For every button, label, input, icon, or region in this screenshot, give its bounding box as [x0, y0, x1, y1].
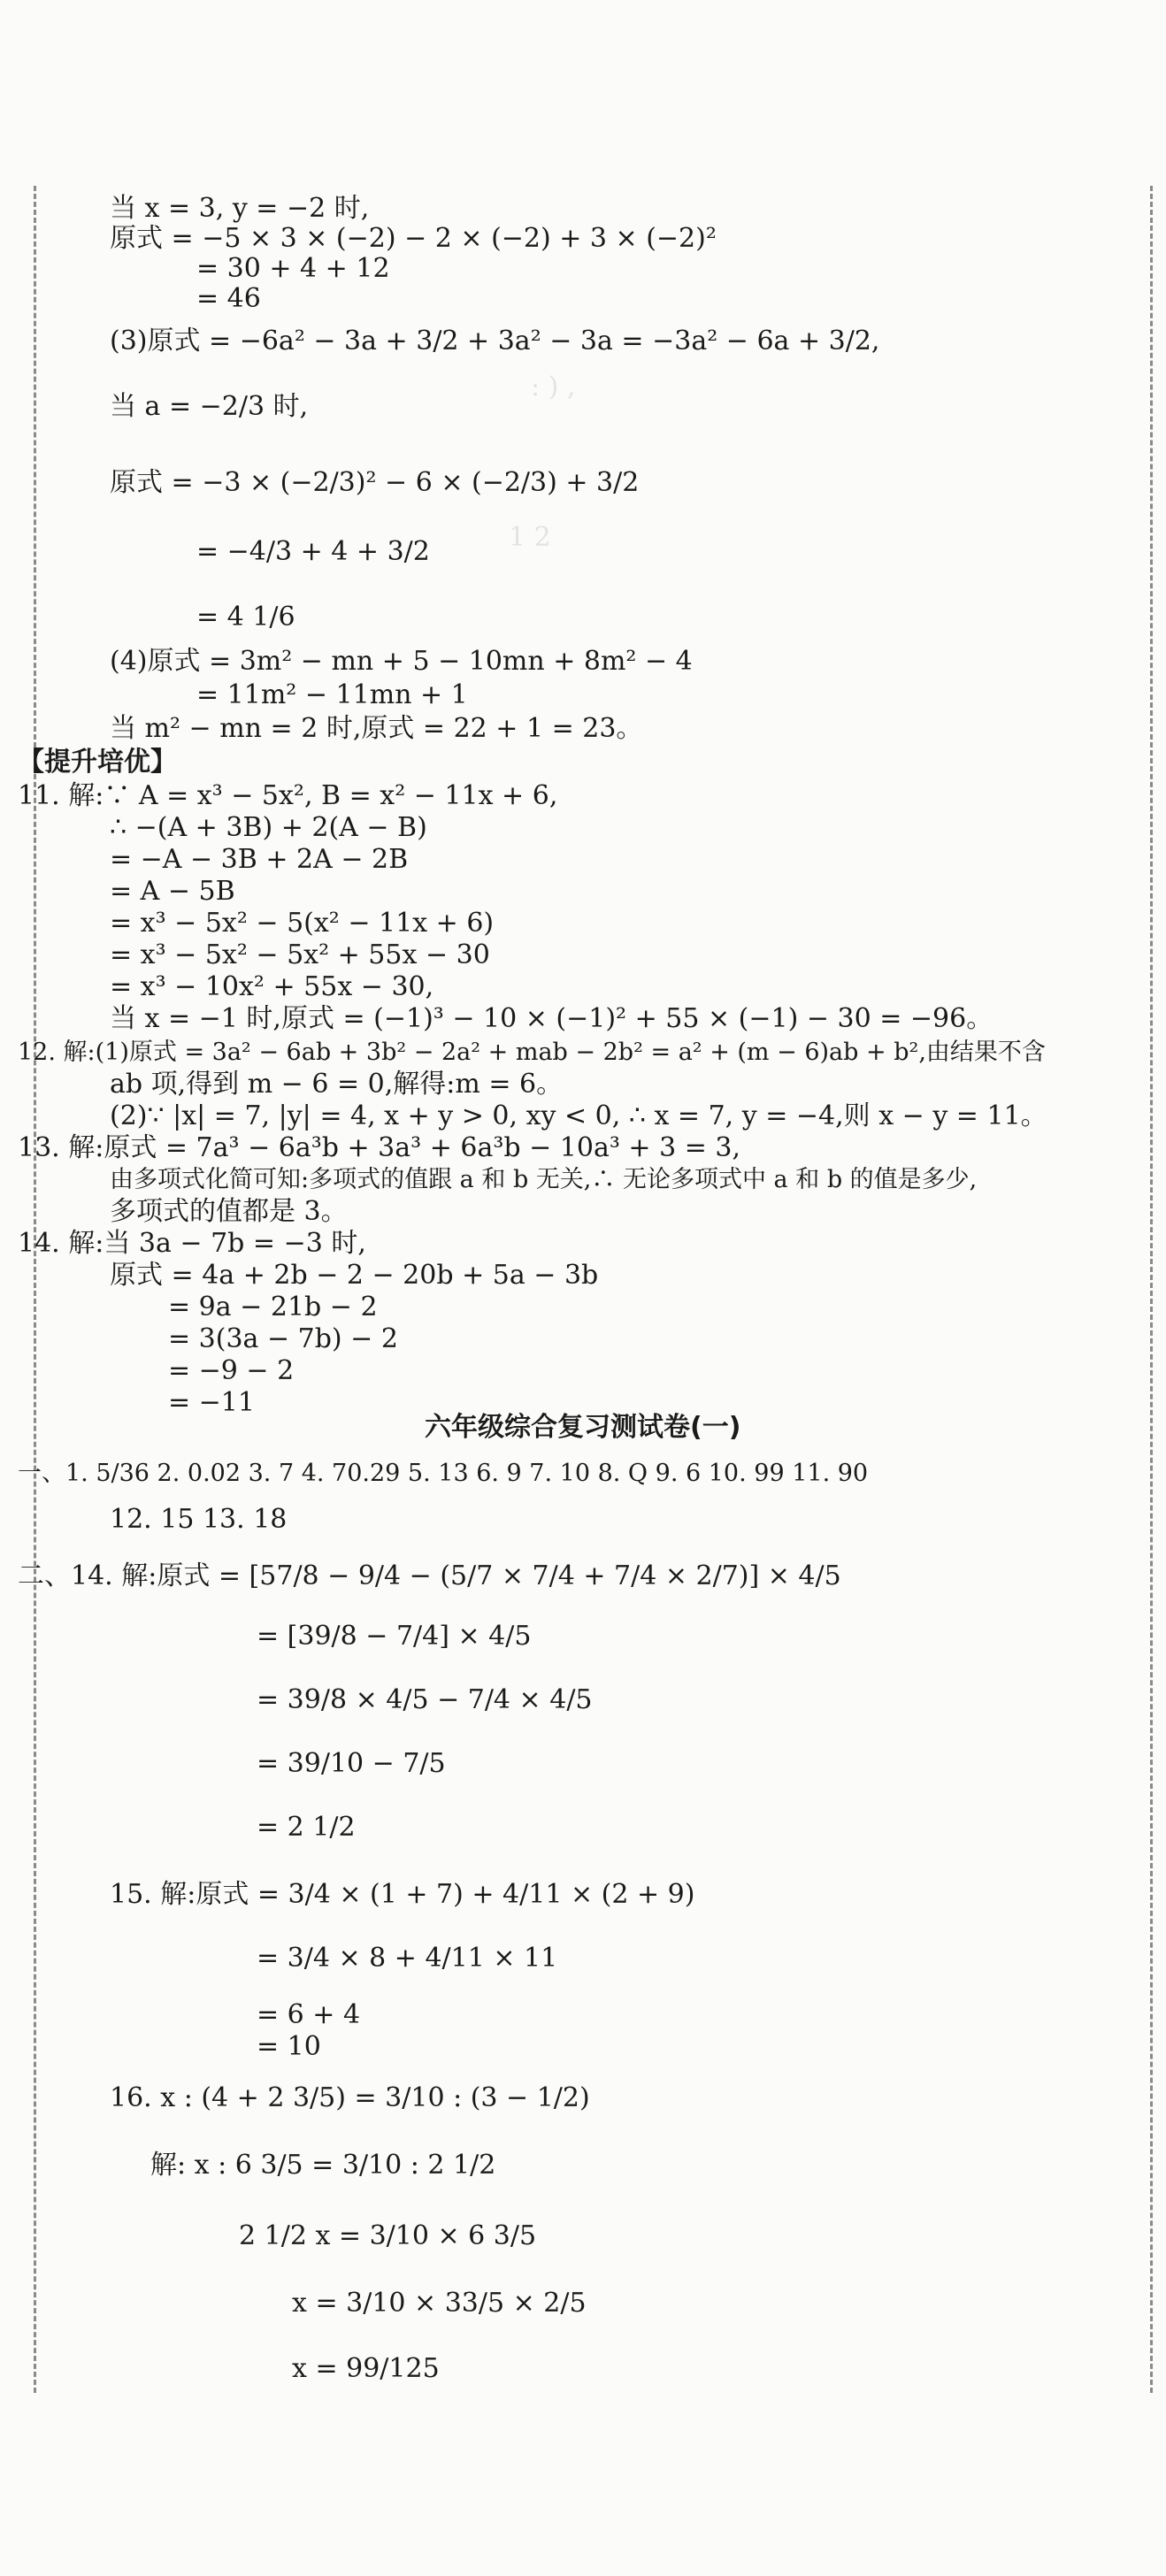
line-47: 2 1/2 x = 3/10 × 6 3/5 [239, 2220, 537, 2251]
line-28: 原式 = 4a + 2b − 2 − 20b + 5a − 3b [110, 1260, 599, 1291]
line-7: = −4/3 + 4 + 3/2 [196, 536, 430, 567]
line-24: 13. 解:原式 = 7a³ − 6a³b + 3a³ + 6a³b − 10a³ + 3 = 3, [18, 1132, 741, 1163]
line-41: 15. 解:原式 = 3/4 × (1 + 7) + 4/11 × (2 + 9) [110, 1879, 695, 1910]
line-25: 由多项式化简可知:多项式的值跟 a 和 b 无关,∴ 无论多项式中 a 和 b 的值是多少, [110, 1166, 978, 1193]
line-34: 一、1. 5/36 2. 0.02 3. 7 4. 70.29 5. 13 6. 9 7. 10 8. Q 9. 6 10. 99 11. 90 [18, 1460, 869, 1487]
bleed-through-mark: 1 2 [509, 522, 551, 553]
line-29: = 9a − 21b − 2 [168, 1292, 378, 1322]
line-31: = −9 − 2 [168, 1355, 295, 1386]
page-title: 六年级综合复习测试卷(一) [425, 1412, 741, 1443]
section-heading: 【提升培优】 [18, 747, 177, 778]
line-27: 14. 解:当 3a − 7b = −3 时, [18, 1228, 366, 1259]
line-5: 当 a = −2/3 时, [110, 391, 309, 422]
line-22: ab 项,得到 m − 6 = 0,解得:m = 6。 [110, 1069, 564, 1100]
line-14: ∴ −(A + 3B) + 2(A − B) [110, 812, 427, 843]
line-17: = x³ − 5x² − 5(x² − 11x + 6) [110, 908, 495, 939]
line-9: (4)原式 = 3m² − mn + 5 − 10mn + 8m² − 4 [110, 646, 693, 677]
line-3: = 46 [196, 283, 261, 314]
line-20: 当 x = −1 时,原式 = (−1)³ − 10 × (−1)² + 55 × (−1) − 30 = −96。 [110, 1003, 993, 1034]
line-8: = 4 1/6 [196, 602, 295, 632]
line-36: 二、14. 解:原式 = [57/8 − 9/4 − (5/7 × 7/4 + 7/4 × 2/7)] × 4/5 [18, 1560, 841, 1591]
line-18: = x³ − 5x² − 5x² + 55x − 30 [110, 939, 490, 970]
line-49: x = 99/125 [292, 2353, 440, 2384]
line-37: = [39/8 − 7/4] × 4/5 [257, 1621, 532, 1652]
line-43: = 6 + 4 [257, 1999, 361, 2030]
line-15: = −A − 3B + 2A − 2B [110, 844, 409, 875]
line-32: = −11 [168, 1387, 255, 1418]
line-46: 解: x : 6 3/5 = 3/10 : 2 1/2 [150, 2150, 496, 2181]
line-1: 原式 = −5 × 3 × (−2) − 2 × (−2) + 3 × (−2)² [110, 223, 717, 254]
line-48: x = 3/10 × 33/5 × 2/5 [292, 2288, 587, 2319]
line-16: = A − 5B [110, 876, 235, 907]
line-19: = x³ − 10x² + 55x − 30, [110, 971, 434, 1002]
bleed-through-mark: : ) , [531, 372, 576, 402]
line-30: = 3(3a − 7b) − 2 [168, 1323, 398, 1354]
line-38: = 39/8 × 4/5 − 7/4 × 4/5 [257, 1684, 593, 1715]
line-2: = 30 + 4 + 12 [196, 253, 390, 284]
line-0: 当 x = 3, y = −2 时, [110, 193, 370, 224]
line-44: = 10 [257, 2031, 321, 2062]
line-11: 当 m² − mn = 2 时,原式 = 22 + 1 = 23。 [110, 713, 643, 744]
line-4: (3)原式 = −6a² − 3a + 3/2 + 3a² − 3a = −3a² − 6a + 3/2, [110, 326, 880, 356]
line-42: = 3/4 × 8 + 4/11 × 11 [257, 1943, 558, 1974]
line-45: 16. x : (4 + 2 3/5) = 3/10 : (3 − 1/2) [110, 2082, 590, 2113]
line-40: = 2 1/2 [257, 1812, 356, 1843]
line-13: 11. 解:∵ A = x³ − 5x², B = x² − 11x + 6, [18, 780, 558, 811]
line-35: 12. 15 13. 18 [110, 1504, 288, 1535]
line-26: 多项式的值都是 3。 [110, 1196, 348, 1227]
line-6: 原式 = −3 × (−2/3)² − 6 × (−2/3) + 3/2 [110, 467, 640, 498]
line-39: = 39/10 − 7/5 [257, 1748, 446, 1779]
line-21: 12. 解:(1)原式 = 3a² − 6ab + 3b² − 2a² + mab − 2b² = a² + (m − 6)ab + b²,由结果不含 [18, 1039, 1046, 1066]
line-10: = 11m² − 11mn + 1 [196, 679, 468, 710]
line-23: (2)∵ |x| = 7, |y| = 4, x + y > 0, xy < 0, ∴ x = 7, y = −4,则 x − y = 11。 [110, 1100, 1047, 1131]
